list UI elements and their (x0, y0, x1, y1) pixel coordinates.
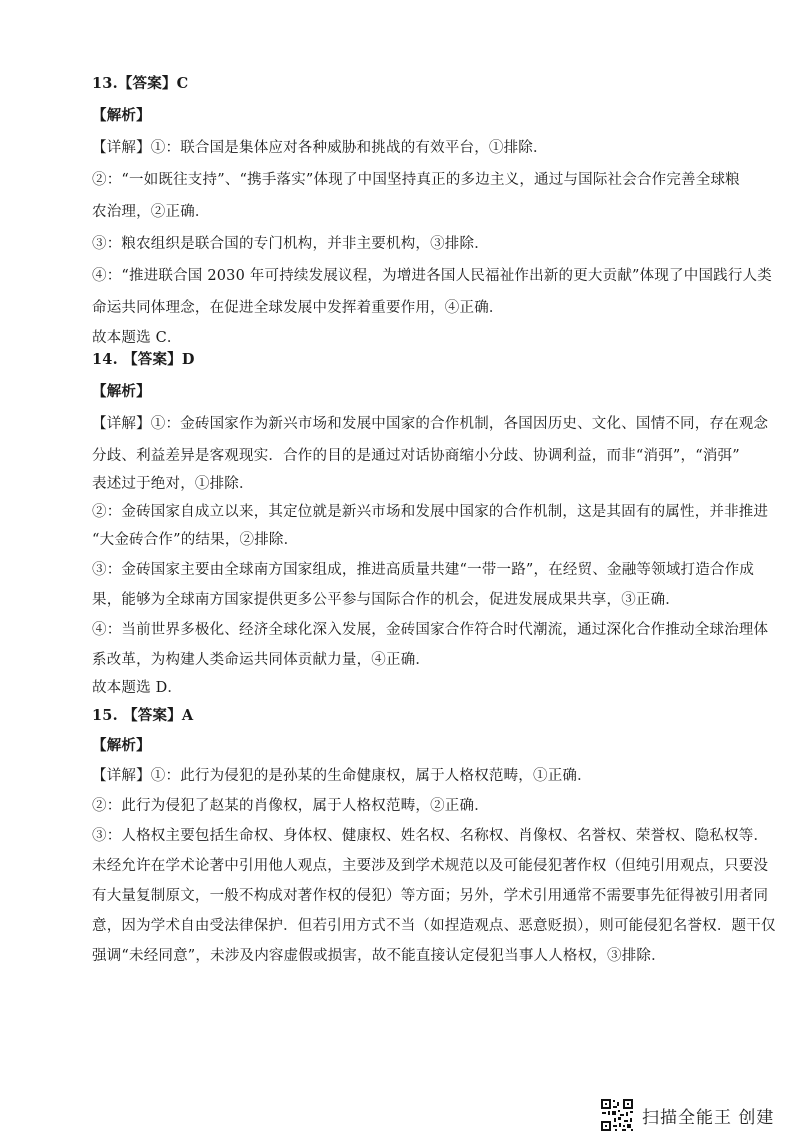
q14-line: ③：金砖国家主要由全球南方国家组成，推进高质量共建“一带一路”，在经贸、金融等领域打造合作成 (92, 562, 755, 578)
q15-line: 意，因为学术自由受法律保护．但若引用方式不当（如捏造观点、恶意贬损），则可能侵犯名誉权．题干仅 (92, 918, 776, 934)
q14-analysis-heading: 【解析】 (92, 383, 151, 400)
q14-conclusion: 故本题选 D． (92, 680, 183, 696)
q14-line: 【详解】①：金砖国家作为新兴市场和发展中国家的合作机制，各国因历史、文化、国情不同，存在观念 (92, 416, 769, 432)
q14-answer-title: 14. 【答案】D (92, 351, 195, 368)
q13-line: 农治理，②正确． (92, 204, 210, 220)
q13-analysis-heading: 【解析】 (92, 107, 151, 124)
q14-line: ④：当前世界多极化、经济全球化深入发展，金砖国家合作符合时代潮流，通过深化合作推动全球治理体 (92, 622, 769, 638)
q15-line: 有大量复制原文，一般不构成对著作权的侵犯）等方面；另外，学术引用通常不需要事先征得被引用者同 (92, 888, 769, 904)
q13-line: ②：“一如既往支持”、“携手落实”体现了中国坚持真正的多边主义，通过与国际社会合作完善全球粮 (92, 172, 740, 188)
q13-line: 【详解】①：联合国是集体应对各种威胁和挑战的有效平台，①排除． (92, 140, 548, 156)
q13-answer-title: 13.【答案】C (92, 75, 189, 92)
qr-code-icon (600, 1098, 634, 1132)
watermark-text: 扫描全能王 创建 (642, 1107, 775, 1128)
q15-line: ②：此行为侵犯了赵某的肖像权，属于人格权范畴，②正确． (92, 798, 489, 814)
q14-line: 表述过于绝对，①排除． (92, 476, 254, 492)
q15-line: 【详解】①：此行为侵犯的是孙某的生命健康权，属于人格权范畴，①正确． (92, 768, 592, 784)
q14-line: 系改革，为构建人类命运共同体贡献力量，④正确． (92, 652, 431, 668)
q15-line: 未经允许在学术论著中引用他人观点，主要涉及到学术规范以及可能侵犯著作权（但纯引用观点，只要没 (92, 858, 769, 874)
q13-line: ③：粮农组织是联合国的专门机构，并非主要机构，③排除． (92, 236, 489, 252)
q15-answer-title: 15. 【答案】A (92, 707, 194, 724)
scanner-watermark (600, 1098, 774, 1132)
q14-line: ②：金砖国家自成立以来，其定位就是新兴市场和发展中国家的合作机制，这是其固有的属性，并非推进 (92, 504, 769, 520)
q14-line: “大金砖合作”的结果，②排除． (92, 532, 299, 548)
q15-line: ③：人格权主要包括生命权、身体权、健康权、姓名权、名称权、肖像权、名誉权、荣誉权、隐私权等． (92, 828, 769, 844)
q14-line: 分歧、利益差异是客观现实．合作的目的是通过对话协商缩小分歧、协调利益，而非“消弭”，“消弭” (92, 448, 740, 464)
q15-line: 强调“未经同意”，未涉及内容虚假或损害，故不能直接认定侵犯当事人人格权，③排除． (92, 948, 666, 964)
q13-conclusion: 故本题选 C． (92, 330, 182, 346)
q13-line: ④：“推进联合国 2030 年可持续发展议程，为增进各国人民福祉作出新的更大贡献”体现了中国践行人类 (92, 268, 772, 284)
q13-line: 命运共同体理念，在促进全球发展中发挥着重要作用，④正确． (92, 300, 504, 316)
q15-analysis-heading: 【解析】 (92, 737, 151, 754)
q14-line: 果，能够为全球南方国家提供更多公平参与国际合作的机会，促进发展成果共享，③正确． (92, 592, 680, 608)
